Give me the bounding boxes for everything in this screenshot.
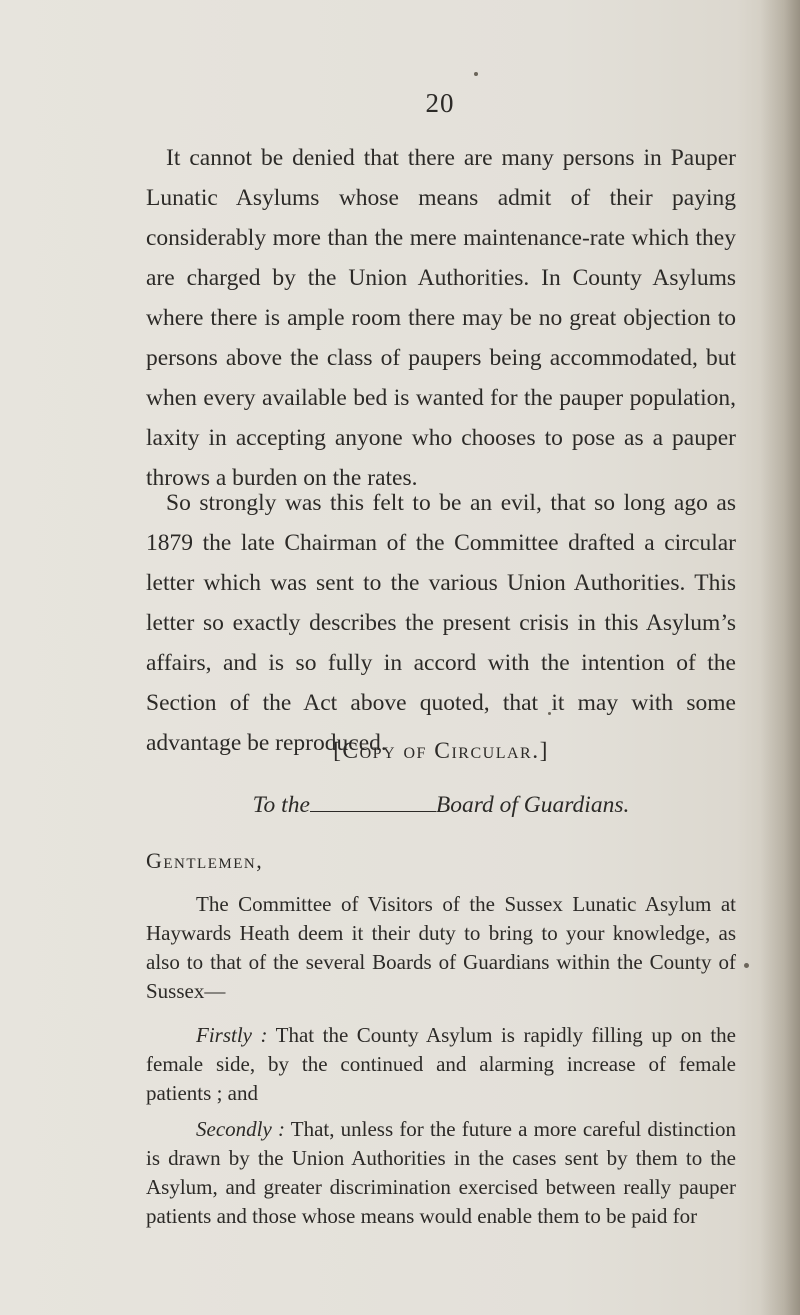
body-paragraph-2: So strongly was this felt to be an evil, that so long ago as 1879 the late Chairman of the Committee drafted a circular letter which was sent to the various Union Authorities. This letter so exactly describes the present crisis in this Asylum’s affairs, and is so fully in accord with the intention of the Section of the Act above quoted, that it may with some advantage be reproduced. [146,490,736,756]
letter-paragraph-2 [146,1021,736,1108]
salutation: Gentlemen, [146,848,264,873]
address-suffix: Board of Guardians. [435,792,630,818]
page-edge-shadow [760,0,800,1315]
paper-speck [744,963,749,968]
letter-lead-secondly: Secondly : [196,1117,285,1141]
letter-text-firstly: That the County Asylum is rapidly filling up on the female side, by the continued and alarming increase of female patients ; and [146,1023,736,1105]
circular-heading: [Copy of Circular.] [333,738,549,764]
letter-text-secondly: That, unless for the future a more careful distinction is drawn by the Union Authorities in the cases sent by them to the Asylum, and greater discrimination exercised between really pauper patients and those whose means would enable them to be paid for [146,1117,736,1228]
address-blank [310,793,436,812]
letter-lead-firstly: Firstly : [196,1023,268,1047]
paper-speck [474,72,478,76]
address-prefix: To the [252,792,310,818]
address-line [146,792,736,819]
letter-paragraph-3 [146,1115,736,1231]
body-paragraph-1: It cannot be denied that there are many persons in Pauper Lunatic Asylums whose means admit of their paying considerably more than the mere maintenance-rate which they are charged by the Union Authorities. In County Asylums where there is ample room there may be no great objection to persons above the class of paupers being accommodated, but when every available bed is wanted for the pauper population, laxity in accepting anyone who chooses to pose as a pauper throws a burden on the rates. [146,145,736,491]
page-number: 20 [425,88,455,118]
letter-paragraph-1: The Committee of Visitors of the Sussex Lunatic Asylum at Haywards Heath deem it their duty to bring to your knowledge, as also to that of the several Boards of Guardians within the County of Sussex— [146,892,736,1003]
